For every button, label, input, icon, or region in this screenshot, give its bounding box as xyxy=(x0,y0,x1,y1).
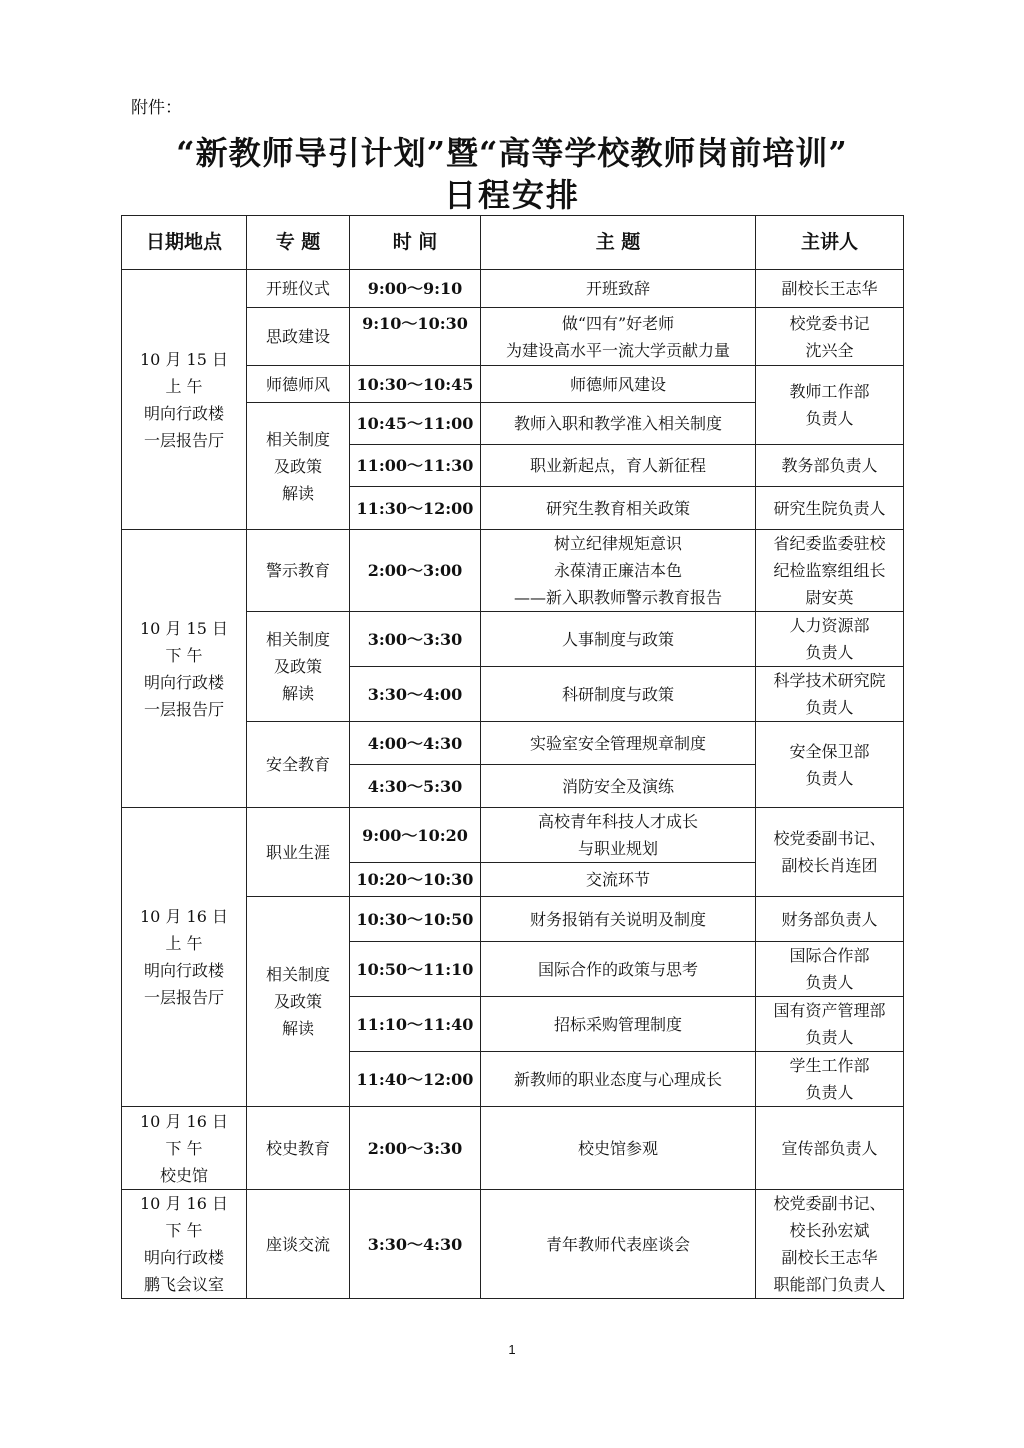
subject-cell: 做“四有”好老师 为建设高水平一流大学贡献力量 xyxy=(481,308,756,366)
speaker-cell: 国际合作部 负责人 xyxy=(756,942,904,997)
subject-cell: 高校青年科技人才成长 与职业规划 xyxy=(481,808,756,863)
time-cell: 9:10～10:30 xyxy=(350,308,481,366)
speaker-cell: 教师工作部 负责人 xyxy=(756,366,904,445)
time-cell: 4:30～5:30 xyxy=(350,765,481,808)
speaker-cell: 教务部负责人 xyxy=(756,445,904,487)
time-cell: 10:45～11:00 xyxy=(350,403,481,445)
topic-cell: 职业生涯 xyxy=(247,808,350,897)
header-topic: 专 题 xyxy=(247,216,350,270)
topic-cell: 思政建设 xyxy=(247,308,350,366)
time-cell: 11:00～11:30 xyxy=(350,445,481,487)
subject-cell: 财务报销有关说明及制度 xyxy=(481,897,756,942)
table-row xyxy=(122,808,904,863)
document-title: “新教师导引计划”暨“高等学校教师岗前培训” xyxy=(176,134,848,172)
time-cell: 9:00～10:20 xyxy=(350,808,481,863)
schedule-table xyxy=(121,215,904,1299)
page-number: 1 xyxy=(508,1342,516,1357)
subject-cell: 国际合作的政策与思考 xyxy=(481,942,756,997)
subject-cell: 校史馆参观 xyxy=(481,1107,756,1190)
subject-cell: 研究生教育相关政策 xyxy=(481,487,756,530)
date-location-cell: 10 月 16 日 上 午 明向行政楼 一层报告厅 xyxy=(122,808,247,1107)
topic-cell: 座谈交流 xyxy=(247,1190,350,1299)
time-cell: 11:40～12:00 xyxy=(350,1052,481,1107)
speaker-cell: 校党委副书记、 校长孙宏斌 副校长王志华 职能部门负责人 xyxy=(756,1190,904,1299)
time-cell: 2:00～3:00 xyxy=(350,530,481,612)
header-speaker: 主讲人 xyxy=(756,216,904,270)
subject-cell: 科研制度与政策 xyxy=(481,667,756,722)
document-subtitle: 日程安排 xyxy=(443,176,580,214)
table-row xyxy=(122,1190,904,1299)
topic-cell: 相关制度 及政策 解读 xyxy=(247,897,350,1107)
time-cell: 10:50～11:10 xyxy=(350,942,481,997)
speaker-cell: 财务部负责人 xyxy=(756,897,904,942)
subject-cell: 交流环节 xyxy=(481,863,756,897)
topic-cell: 开班仪式 xyxy=(247,270,350,308)
topic-cell: 相关制度 及政策 解读 xyxy=(247,403,350,530)
table-header-row xyxy=(122,216,904,270)
time-cell: 3:30～4:30 xyxy=(350,1190,481,1299)
speaker-cell: 科学技术研究院 负责人 xyxy=(756,667,904,722)
speaker-cell: 校党委副书记、 副校长肖连团 xyxy=(756,808,904,897)
date-location-cell: 10 月 15 日 上 午 明向行政楼 一层报告厅 xyxy=(122,270,247,530)
date-location-cell: 10 月 16 日 下 午 校史馆 xyxy=(122,1107,247,1190)
subject-cell: 消防安全及演练 xyxy=(481,765,756,808)
table-row xyxy=(122,530,904,612)
topic-cell: 校史教育 xyxy=(247,1107,350,1190)
time-cell: 3:30～4:00 xyxy=(350,667,481,722)
topic-cell: 警示教育 xyxy=(247,530,350,612)
speaker-cell: 研究生院负责人 xyxy=(756,487,904,530)
speaker-cell: 副校长王志华 xyxy=(756,270,904,308)
header-time: 时 间 xyxy=(350,216,481,270)
subject-cell: 树立纪律规矩意识 永葆清正廉洁本色 ——新入职教师警示教育报告 xyxy=(481,530,756,612)
time-cell: 3:00～3:30 xyxy=(350,612,481,667)
speaker-cell: 人力资源部 负责人 xyxy=(756,612,904,667)
time-cell: 9:00～9:10 xyxy=(350,270,481,308)
time-cell: 11:30～12:00 xyxy=(350,487,481,530)
time-cell: 4:00～4:30 xyxy=(350,722,481,765)
subject-cell: 实验室安全管理规章制度 xyxy=(481,722,756,765)
speaker-cell: 学生工作部 负责人 xyxy=(756,1052,904,1107)
subject-cell: 开班致辞 xyxy=(481,270,756,308)
subject-cell: 青年教师代表座谈会 xyxy=(481,1190,756,1299)
speaker-cell: 省纪委监委驻校 纪检监察组组长 尉安英 xyxy=(756,530,904,612)
speaker-cell: 国有资产管理部 负责人 xyxy=(756,997,904,1052)
subject-cell: 教师入职和教学准入相关制度 xyxy=(481,403,756,445)
speaker-cell: 安全保卫部 负责人 xyxy=(756,722,904,808)
subject-cell: 师德师风建设 xyxy=(481,366,756,403)
date-location-cell: 10 月 16 日 下 午 明向行政楼 鹏飞会议室 xyxy=(122,1190,247,1299)
subject-cell: 招标采购管理制度 xyxy=(481,997,756,1052)
time-cell: 10:20～10:30 xyxy=(350,863,481,897)
subject-cell: 人事制度与政策 xyxy=(481,612,756,667)
topic-cell: 相关制度 及政策 解读 xyxy=(247,612,350,722)
time-cell: 10:30～10:50 xyxy=(350,897,481,942)
speaker-cell: 宣传部负责人 xyxy=(756,1107,904,1190)
header-subject: 主 题 xyxy=(481,216,756,270)
time-cell: 2:00～3:30 xyxy=(350,1107,481,1190)
attachment-label: 附件： xyxy=(131,98,182,118)
topic-cell: 师德师风 xyxy=(247,366,350,403)
time-cell: 11:10～11:40 xyxy=(350,997,481,1052)
header-date-location: 日期地点 xyxy=(122,216,247,270)
speaker-cell: 校党委书记 沈兴全 xyxy=(756,308,904,366)
table-row xyxy=(122,1107,904,1190)
date-location-cell: 10 月 15 日 下 午 明向行政楼 一层报告厅 xyxy=(122,530,247,808)
topic-cell: 安全教育 xyxy=(247,722,350,808)
subject-cell: 新教师的职业态度与心理成长 xyxy=(481,1052,756,1107)
subject-cell: 职业新起点，育人新征程 xyxy=(481,445,756,487)
table-row xyxy=(122,270,904,308)
time-cell: 10:30～10:45 xyxy=(350,366,481,403)
